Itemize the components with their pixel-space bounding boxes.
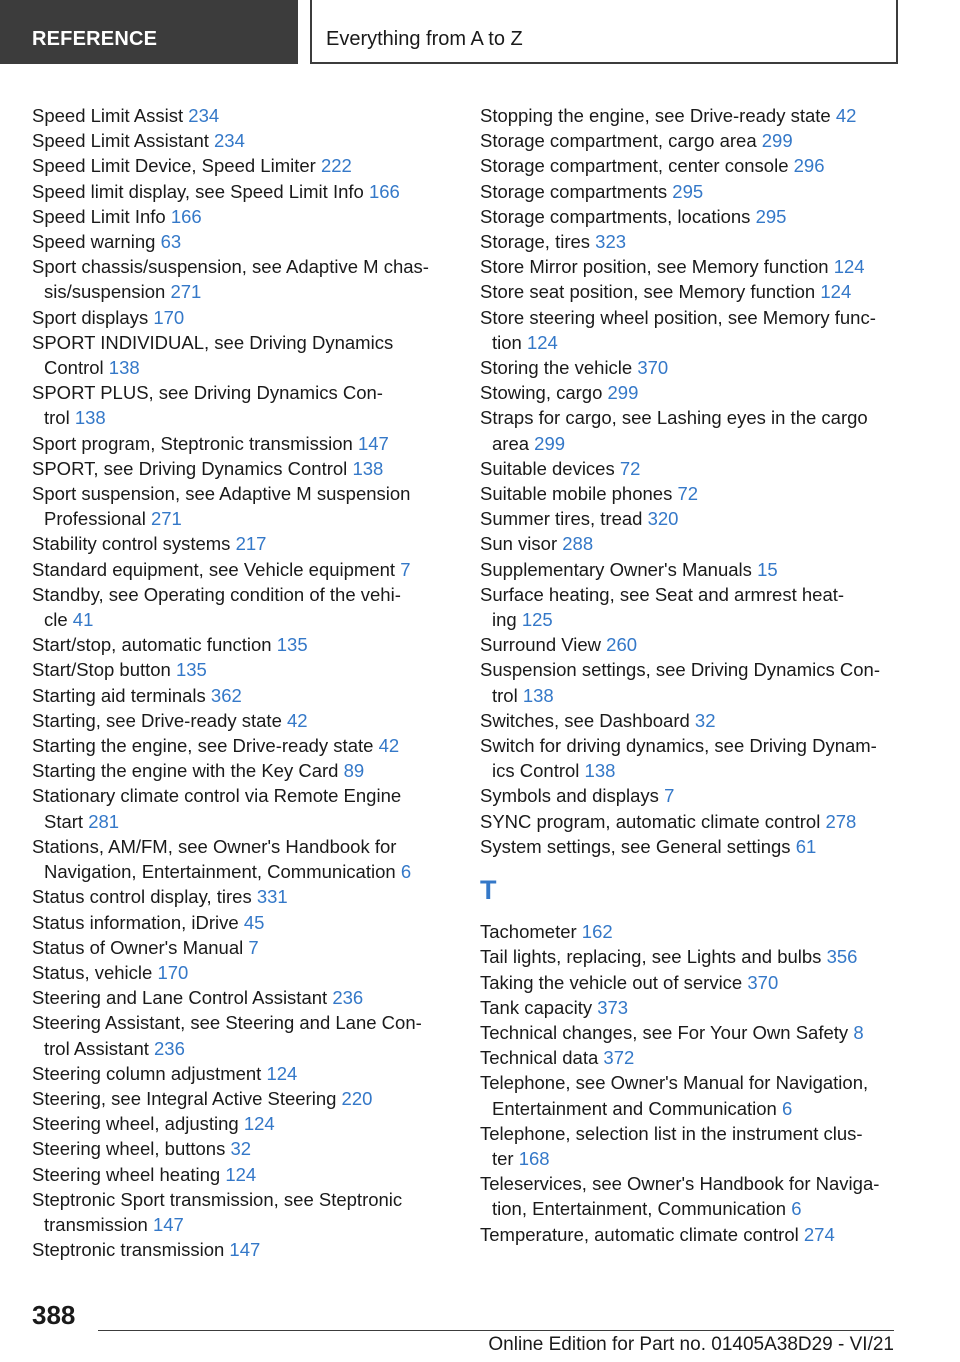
page-reference-link[interactable]: 166: [170, 205, 202, 227]
page-reference-link[interactable]: 370: [637, 357, 669, 379]
index-entry-line: [32, 1162, 452, 1187]
index-entry-text: Speed Limit Assistant: [32, 130, 215, 152]
index-entry-line: [480, 380, 900, 405]
index-entry-text: Storage compartments: [480, 180, 673, 202]
index-entry-text: tion, Entertainment, Communication: [492, 1198, 792, 1220]
page-reference-link[interactable]: 295: [672, 180, 704, 202]
index-entry-line: [32, 607, 452, 632]
index-entry-text: Storage compartment, center console: [480, 155, 794, 177]
page-number: 388: [32, 1300, 76, 1330]
page-reference-link[interactable]: 372: [603, 1047, 635, 1069]
index-entry-line: [480, 1196, 900, 1221]
index-entry-text: Speed Limit Info: [32, 205, 171, 227]
index-column-right: [480, 103, 900, 1247]
index-entry-text: Tank capacity: [480, 996, 598, 1018]
index-entry-text: Steering wheel, buttons: [32, 1138, 231, 1160]
page-reference-link[interactable]: 299: [607, 382, 639, 404]
index-entry-line: [32, 229, 452, 254]
index-entry-text: Storage, tires: [480, 231, 596, 253]
page-reference-link[interactable]: 234: [188, 105, 220, 126]
page-reference-link[interactable]: 271: [150, 508, 182, 530]
page-reference-link[interactable]: 15: [757, 558, 778, 580]
page-reference-link[interactable]: 72: [677, 483, 699, 505]
page-reference-link[interactable]: 124: [526, 331, 558, 353]
page-reference-link[interactable]: 370: [747, 971, 779, 993]
index-entry-line: [32, 179, 452, 204]
index-entry-line: [32, 708, 452, 733]
index-entry-text: Steering Assistant, see Steering and Lane Con-: [32, 1012, 422, 1034]
index-entry-text: Straps for cargo, see Lashing eyes in the cargo: [480, 407, 868, 429]
index-entry-text: Steering wheel, adjusting: [32, 1113, 244, 1135]
page-reference-link[interactable]: 147: [357, 432, 389, 454]
index-entry-text: Starting, see Drive-ready state: [32, 709, 287, 731]
index-entry-text: trol: [492, 684, 523, 706]
index-entry-line: [32, 431, 452, 456]
index-entry-text: Sun visor: [480, 533, 563, 555]
index-entry-line: [480, 809, 900, 834]
index-entry-text: Storage compartment, cargo area: [480, 130, 762, 152]
index-entry-text: Switch for driving dynamics, see Driving Dynam-: [480, 735, 877, 757]
index-entry-line: [480, 582, 900, 607]
index-entry-text: Stowing, cargo: [480, 382, 608, 404]
index-entry-line: [480, 919, 900, 944]
page-reference-link[interactable]: 138: [74, 407, 106, 429]
page-reference-link[interactable]: 125: [521, 609, 553, 631]
page-reference-link[interactable]: 72: [619, 457, 641, 479]
index-entry-line: [480, 204, 900, 229]
index-entry-line: [480, 1096, 900, 1121]
index-entry-text: transmission: [44, 1213, 153, 1235]
page-reference-link[interactable]: 236: [154, 1037, 185, 1059]
index-entry-line: [32, 330, 452, 355]
index-entry-text: Tachometer: [480, 921, 582, 943]
index-entry-line: [32, 582, 452, 607]
index-entry-line: [480, 229, 900, 254]
page-reference-link[interactable]: 162: [581, 921, 613, 943]
index-entry-line: [480, 1020, 900, 1045]
index-entry-text: Store seat position, see Memory function: [480, 281, 821, 303]
index-entry-text: Standard equipment, see Vehicle equipment: [32, 558, 401, 580]
index-entry-text: Sport suspension, see Adaptive M suspension: [32, 483, 411, 505]
index-entry-line: [480, 254, 900, 279]
index-entry-line: [480, 1222, 900, 1247]
index-entry-text: trol Assistant: [44, 1037, 155, 1059]
index-entry-line: [480, 405, 900, 430]
index-entry-line: [32, 1061, 452, 1086]
header-chapter-tab: [310, 0, 898, 64]
index-entry-text: Summer tires, tread: [480, 508, 648, 530]
index-entry-text: trol: [44, 407, 75, 429]
index-entry-text: Starting aid terminals: [32, 684, 211, 706]
index-entry-line: [32, 506, 452, 531]
index-entry-text: Entertainment and Communication: [492, 1097, 782, 1119]
index-entry-text: cle: [44, 609, 73, 631]
index-entry-line: [32, 1136, 452, 1161]
index-entry-text: Supplementary Owner's Manuals: [480, 558, 758, 580]
index-entry-text: Taking the vehicle out of service: [480, 971, 748, 993]
page-reference-link[interactable]: 168: [518, 1147, 550, 1169]
index-entry-line: [32, 683, 452, 708]
index-entry-line: [480, 657, 900, 682]
page-reference-link[interactable]: 260: [606, 634, 638, 656]
index-entry-line: [32, 531, 452, 556]
index-entry-text: Store steering wheel position, see Memory func-: [480, 306, 876, 328]
index-entry-line: [480, 1070, 900, 1095]
index-entry-line: [480, 305, 900, 330]
index-entry-text: Steptronic Sport transmission, see Steptronic: [32, 1188, 403, 1210]
page-reference-link[interactable]: 236: [332, 987, 364, 1009]
page-reference-link[interactable]: 42: [835, 105, 857, 126]
index-entry-line: [480, 531, 900, 556]
index-entry-text: Telephone, see Owner's Manual for Navigation,: [480, 1072, 869, 1094]
index-entry-text: Status of Owner's Manual: [32, 936, 249, 958]
index-entry-line: [32, 884, 452, 909]
index-entry-line: [480, 506, 900, 531]
page-reference-link[interactable]: 41: [72, 609, 94, 631]
index-entry-line: [480, 1045, 900, 1070]
page-reference-link[interactable]: 8: [853, 1021, 864, 1043]
index-entry-text: Status, vehicle: [32, 961, 158, 983]
index-entry-line: [32, 960, 452, 985]
index-entry-line: [32, 380, 452, 405]
page-reference-link[interactable]: 135: [276, 634, 308, 656]
index-entry-line: [32, 557, 452, 582]
index-entry-text: Temperature, automatic climate control: [480, 1223, 804, 1245]
index-entry-text: Steering, see Integral Active Steering: [32, 1087, 342, 1109]
page-reference-link[interactable]: 278: [825, 810, 857, 832]
page-reference-link[interactable]: 138: [352, 457, 384, 479]
page-reference-link[interactable]: 138: [108, 357, 140, 379]
index-entry-text: Technical data: [480, 1047, 604, 1069]
page-reference-link[interactable]: 45: [243, 911, 265, 933]
page-reference-link[interactable]: 124: [833, 256, 865, 278]
index-entry-text: SPORT INDIVIDUAL, see Driving Dynamics: [32, 331, 394, 353]
page-reference-link[interactable]: 135: [175, 659, 207, 681]
index-entry-line: [480, 632, 900, 657]
index-entry-line: [480, 279, 900, 304]
index-entry-line: [480, 758, 900, 783]
index-entry-text: SPORT PLUS, see Driving Dynamics Con-: [32, 382, 383, 404]
index-entry-text: Status control display, tires: [32, 886, 257, 908]
page-reference-link[interactable]: 63: [160, 231, 182, 253]
index-entry-line: [32, 809, 452, 834]
page-reference-link[interactable]: 7: [400, 558, 411, 580]
index-entry-line: [480, 431, 900, 456]
index-entry-line: [32, 733, 452, 758]
page-reference-link[interactable]: 166: [368, 180, 400, 202]
page-reference-link[interactable]: 138: [522, 684, 554, 706]
index-entry-line: [32, 355, 452, 380]
index-entry-text: tion: [492, 331, 527, 353]
page-reference-link[interactable]: 32: [230, 1138, 252, 1160]
index-entry-text: Stationary climate control via Remote Engine: [32, 785, 402, 807]
index-entry-line: [32, 758, 452, 783]
page-reference-link[interactable]: 373: [597, 996, 629, 1018]
index-entry-line: [32, 128, 452, 153]
index-entry-line: [32, 153, 452, 178]
page-reference-link[interactable]: 6: [781, 1097, 793, 1119]
index-entry-text: area: [492, 432, 535, 454]
index-entry-text: Professional: [44, 508, 151, 530]
index-entry-text: Switches, see Dashboard: [480, 709, 695, 731]
index-column-left: [32, 103, 452, 1262]
page-reference-link[interactable]: 32: [694, 709, 716, 731]
index-entry-text: Steering wheel heating: [32, 1163, 226, 1185]
index-entry-line: [32, 279, 452, 304]
index-entry-text: Telephone, selection list in the instrument clus-: [480, 1122, 863, 1144]
page-reference-link[interactable]: 138: [584, 760, 616, 782]
index-entry-line: [32, 935, 452, 960]
index-entry-line: [32, 1237, 452, 1262]
index-entry-text: Suitable mobile phones: [480, 483, 678, 505]
index-entry-line: [480, 456, 900, 481]
index-entry-line: [32, 632, 452, 657]
letter-heading-t: T: [480, 875, 497, 906]
index-entry-text: Speed warning: [32, 231, 161, 253]
index-entry-line: [32, 783, 452, 808]
index-entry-line: [480, 607, 900, 632]
page-reference-link[interactable]: 320: [647, 508, 679, 530]
page-reference-link[interactable]: 42: [287, 709, 308, 731]
index-entry-line: [480, 103, 900, 128]
index-entry-line: [480, 179, 900, 204]
index-entry-text: SYNC program, automatic climate control: [480, 810, 826, 832]
index-entry-text: Stability control systems: [32, 533, 236, 555]
page-reference-link[interactable]: 124: [820, 281, 852, 303]
index-entry-line: [32, 1187, 452, 1212]
index-entry-line: [32, 1010, 452, 1035]
index-group-s: [480, 103, 900, 859]
index-entry-text: Navigation, Entertainment, Communication: [44, 861, 401, 883]
page-reference-link[interactable]: 89: [343, 760, 365, 782]
index-entry-text: Technical changes, see For Your Own Safety: [480, 1021, 854, 1043]
index-entry-line: [32, 204, 452, 229]
page-reference-link[interactable]: 362: [210, 684, 242, 706]
index-entry-text: sis/suspension: [44, 281, 171, 303]
index-entry-text: Steering column adjustment: [32, 1062, 267, 1084]
index-entry-line: [480, 1121, 900, 1146]
header-section-label: REFERENCE: [32, 28, 158, 50]
index-entry-line: [32, 1036, 452, 1061]
index-entry-line: [32, 985, 452, 1010]
index-entry-text: Start/Stop button: [32, 659, 176, 681]
index-entry-line: [480, 355, 900, 380]
index-entry-line: [480, 834, 900, 859]
index-entry-line: [32, 254, 452, 279]
index-entry-text: Start/stop, automatic function: [32, 634, 277, 656]
page-reference-link[interactable]: 217: [235, 533, 267, 555]
index-entry-text: Standby, see Operating condition of the vehi-: [32, 583, 401, 605]
index-entry-text: Teleservices, see Owner's Handbook for Naviga-: [480, 1173, 880, 1195]
index-entry-text: Start: [44, 810, 89, 832]
page-reference-link[interactable]: 271: [170, 281, 202, 303]
index-entry-line: [480, 153, 900, 178]
page-reference-link[interactable]: 61: [795, 835, 817, 857]
page-reference-link[interactable]: 170: [153, 306, 185, 328]
index-entry-text: Storage compartments, locations: [480, 205, 756, 227]
index-entry-line: [480, 557, 900, 582]
page-reference-link[interactable]: 124: [266, 1062, 298, 1084]
index-entry-text: SPORT, see Driving Dynamics Control: [32, 457, 353, 479]
index-entry-text: Suspension settings, see Driving Dynamics Con-: [480, 659, 880, 681]
index-group-t: [480, 919, 900, 1247]
index-entry-line: [32, 859, 452, 884]
index-entry-text: Starting the engine with the Key Card: [32, 760, 344, 782]
index-entry-text: Storing the vehicle: [480, 357, 638, 379]
index-entry-text: Tail lights, replacing, see Lights and bulbs: [480, 946, 827, 968]
page-reference-link[interactable]: 170: [157, 961, 189, 983]
footer-divider: [98, 1330, 894, 1331]
index-entry-line: [32, 456, 452, 481]
page-reference-link[interactable]: 220: [341, 1087, 373, 1109]
index-entry-line: [480, 995, 900, 1020]
page-reference-link[interactable]: 274: [803, 1223, 835, 1245]
page-reference-link[interactable]: 222: [320, 155, 352, 177]
index-entry-line: [32, 657, 452, 682]
index-entry-line: [32, 1212, 452, 1237]
index-entry-line: [480, 970, 900, 995]
header-section-tab: [0, 0, 298, 64]
index-entry-text: Symbols and displays: [480, 785, 665, 807]
page-reference-link[interactable]: 295: [755, 205, 787, 227]
page-reference-link[interactable]: 299: [761, 130, 793, 152]
page-reference-link[interactable]: 42: [378, 735, 400, 757]
index-entry-text: Sport program, Steptronic transmission: [32, 432, 358, 454]
index-entry-text: ics Control: [492, 760, 585, 782]
page-reference-link[interactable]: 6: [791, 1198, 802, 1220]
index-entry-line: [480, 1171, 900, 1196]
index-entry-line: [32, 305, 452, 330]
index-entry-text: System settings, see General settings: [480, 835, 796, 857]
index-entry-text: Sport displays: [32, 306, 154, 328]
index-entry-text: Surround View: [480, 634, 607, 656]
index-entry-line: [480, 683, 900, 708]
index-entry-line: [480, 708, 900, 733]
index-entry-line: [32, 1111, 452, 1136]
index-entry-text: Steptronic transmission: [32, 1239, 230, 1261]
index-entry-text: Speed Limit Assist: [32, 105, 189, 126]
index-entry-text: Stations, AM/FM, see Owner's Handbook for: [32, 835, 397, 857]
page-reference-link[interactable]: 7: [664, 785, 675, 807]
index-entry-text: Control: [44, 357, 109, 379]
index-entry-text: ing: [492, 609, 522, 631]
index-entry-text: Speed limit display, see Speed Limit Info: [32, 180, 369, 202]
index-entry-text: Sport chassis/suspension, see Adaptive M chas-: [32, 256, 429, 278]
index-entry-line: [32, 834, 452, 859]
index-entry-text: Stopping the engine, see Drive-ready state: [480, 105, 836, 126]
index-entry-line: [480, 128, 900, 153]
page-reference-link[interactable]: 281: [88, 810, 120, 832]
page-reference-link[interactable]: 296: [793, 155, 825, 177]
footer-edition: Online Edition for Part no. 01405A38D29 - VI/21: [488, 1334, 894, 1355]
index-entry-line: [480, 733, 900, 758]
page-reference-link[interactable]: 147: [229, 1239, 261, 1261]
index-entry-text: Suitable devices: [480, 457, 620, 479]
index-entry-line: [32, 1086, 452, 1111]
page-reference-link[interactable]: 234: [214, 130, 245, 152]
header-chapter-label: Everything from A to Z: [326, 28, 523, 50]
page-reference-link[interactable]: 331: [256, 886, 288, 908]
page-reference-link[interactable]: 356: [826, 946, 858, 968]
index-entry-text: Steering and Lane Control Assistant: [32, 987, 333, 1009]
index-entry-line: [480, 481, 900, 506]
index-entry-line: [480, 1146, 900, 1171]
index-entry-line: [480, 944, 900, 969]
index-entry-line: [32, 103, 452, 128]
page-reference-link[interactable]: 7: [248, 936, 259, 958]
index-entry-line: [32, 481, 452, 506]
index-entry-text: Surface heating, see Seat and armrest heat-: [480, 583, 845, 605]
page-reference-link[interactable]: 147: [152, 1213, 184, 1235]
index-entry-text: Speed Limit Device, Speed Limiter: [32, 155, 321, 177]
index-entry-line: [480, 330, 900, 355]
index-entry-line: [32, 405, 452, 430]
index-entry-text: Status information, iDrive: [32, 911, 244, 933]
index-entry-line: [32, 910, 452, 935]
page-reference-link[interactable]: 323: [595, 231, 627, 253]
index-entry-text: Store Mirror position, see Memory function: [480, 256, 834, 278]
index-entry-line: [480, 783, 900, 808]
index-entry-text: ter: [492, 1147, 519, 1169]
index-entry-text: Starting the engine, see Drive-ready state: [32, 735, 379, 757]
page-reference-link[interactable]: 6: [400, 861, 412, 883]
page-reference-link[interactable]: 124: [243, 1113, 275, 1135]
page-reference-link[interactable]: 124: [225, 1163, 257, 1185]
page-reference-link[interactable]: 288: [562, 533, 594, 555]
page-reference-link[interactable]: 299: [534, 432, 566, 454]
